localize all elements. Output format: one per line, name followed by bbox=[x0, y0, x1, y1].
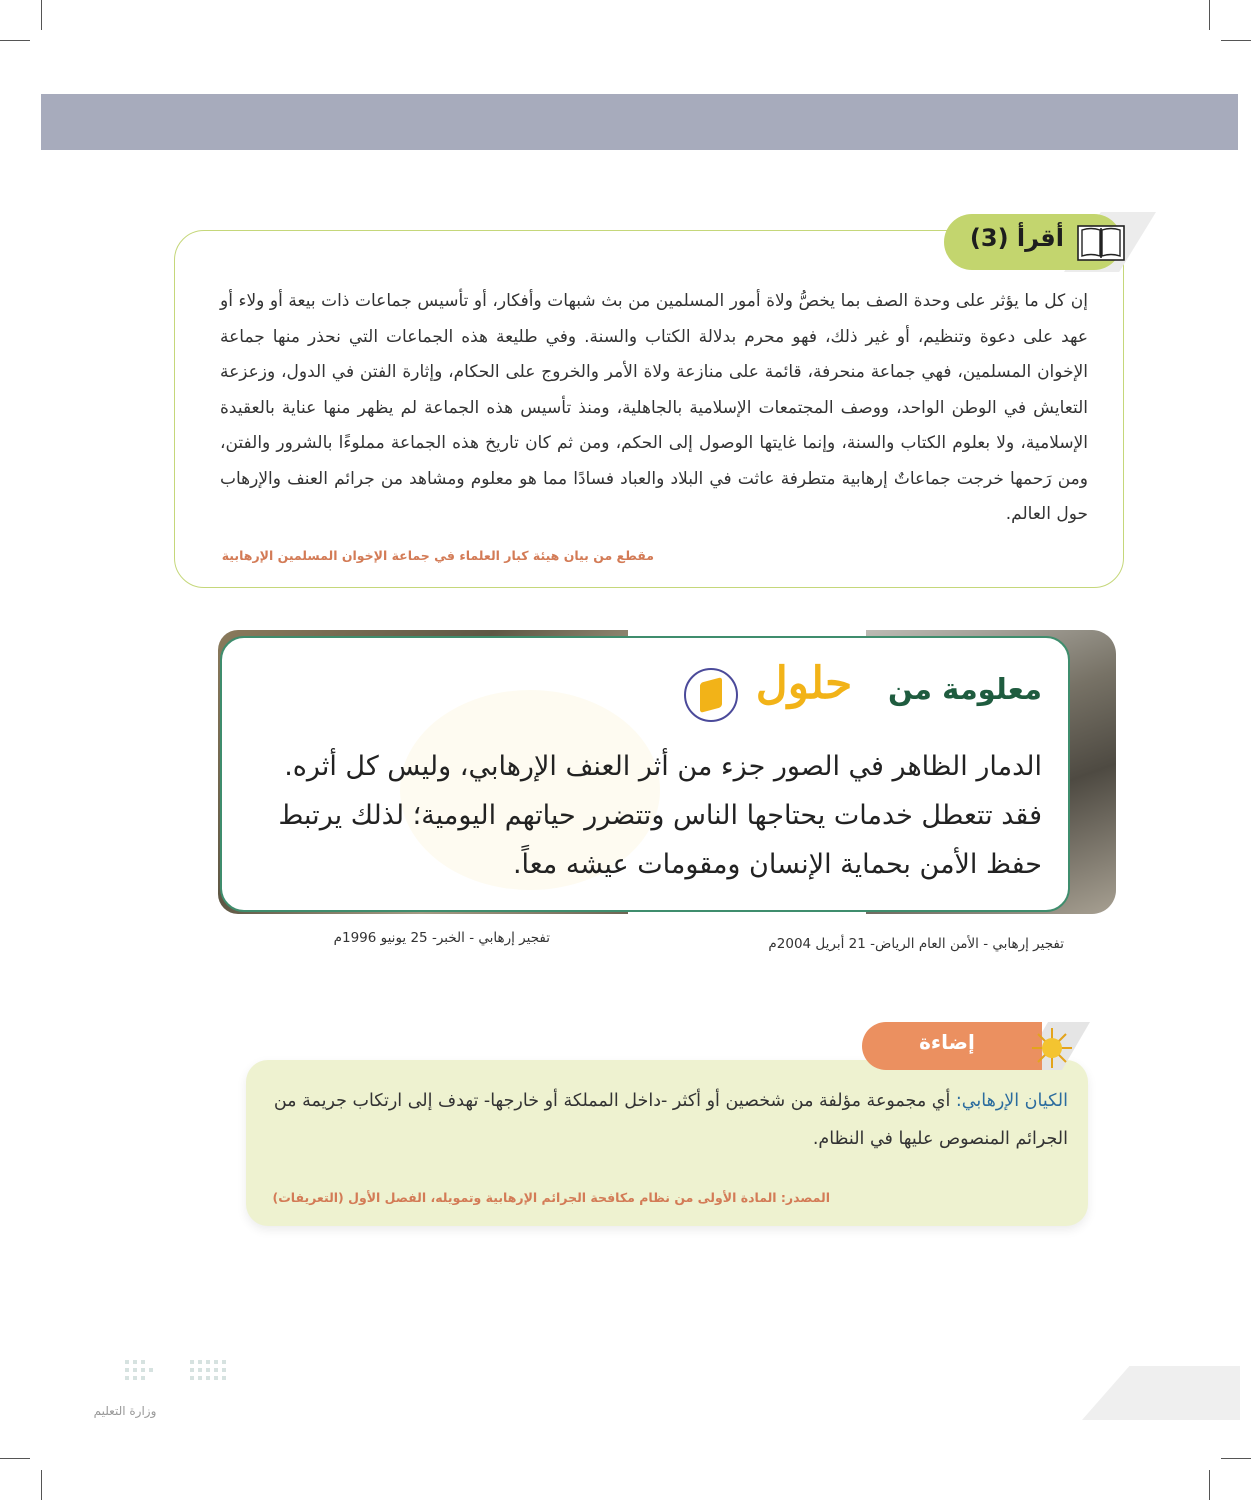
info-label: معلومة من bbox=[887, 672, 1042, 706]
hulul-wordmark: حلول bbox=[755, 658, 853, 709]
crop-mark bbox=[41, 0, 42, 30]
crop-mark bbox=[1221, 1458, 1251, 1459]
highlight-term: الكيان الإرهابي: bbox=[955, 1091, 1068, 1111]
ministry-logo-icon bbox=[70, 1356, 240, 1446]
caption-left: تفجير إرهابي - الخبر- 25 يونيو 1996م bbox=[333, 930, 550, 946]
highlight-title: إضاءة bbox=[919, 1030, 975, 1054]
page-number-stripe bbox=[1082, 1366, 1240, 1420]
crop-mark bbox=[1221, 40, 1251, 41]
info-text: الدمار الظاهر في الصور جزء من أثر العنف الإرهابي، وليس كل أثره. فقد تتعطل خدمات يحتاجها الناس وتتضرر حياتهم اليومية؛ لذلك يرتبط حفظ الأمن بحماية الإنسان ومقومات عيشه معاً. bbox=[278, 751, 1042, 880]
read-tab bbox=[944, 212, 1156, 272]
crop-mark bbox=[0, 1458, 30, 1459]
highlight-text bbox=[258, 1082, 1068, 1158]
read-source: مقطع من بيان هيئة كبار العلماء في جماعة الإخوان المسلمين الإرهابية bbox=[221, 548, 654, 563]
crop-mark bbox=[1209, 0, 1210, 30]
read-paragraph: إن كل ما يؤثر على وحدة الصف بما يخصُّ ولاة أمور المسلمين من بث شبهات وأفكار، أو تأسيس جماعات ذات بيعة أو ولاء أو عهد على دعوة وتنظيم، أو غير ذلك، فهو محرم بدلالة الكتاب والسنة. وفي طليعة هذه الجماعات التي نحذر منها جماعة الإخوان المسلمين، فهي جماعة منحرفة، قائمة على منازعة ولاة الأمر والخروج على الحكام، وإثارة الفتن في الدول، وزعزعة التعايش في الوطن الواحد، ووصف المجتمعات الإسلامية بالجاهلية، ومنذ تأسيس هذه الجماعة لم يظهر منها عناية بالعقيدة الإسلامية، ولا بعلوم الكتاب والسنة، وإنما غايتها الوصول إلى الحكم، ومن ثم كان تاريخ هذه الجماعة مملوءًا بالشرور والفتن، ومن رَحمها خرجت جماعاتٌ إرهابية متطرفة عاثت في البلاد والعباد فسادًا مما هو معلوم ومشاهد من جرائم العنف والإرهاب حول العالم. bbox=[220, 291, 1088, 524]
ministry-name: وزارة التعليم bbox=[93, 1404, 157, 1418]
highlight-definition: أي مجموعة مؤلفة من شخصين أو أكثر -داخل المملكة أو خارجها- تهدف إلى ارتكاب جريمة من الجرائم المنصوص عليها في النظام. bbox=[273, 1091, 1068, 1149]
sun-icon bbox=[1030, 1026, 1074, 1070]
highlight-source: المصدر: المادة الأولى من نظام مكافحة الجرائم الإرهابية وتمويله، الفصل الأول (التعريفات) bbox=[272, 1190, 830, 1205]
book-icon bbox=[1076, 222, 1126, 262]
crop-mark bbox=[0, 40, 30, 41]
hulul-logo bbox=[684, 656, 864, 726]
crop-mark bbox=[1209, 1470, 1210, 1500]
crop-mark bbox=[41, 1470, 42, 1500]
header-band bbox=[41, 94, 1238, 150]
read-title: أقرأ (3) bbox=[969, 224, 1064, 252]
caption-right: تفجير إرهابي - الأمن العام الرياض- 21 أبريل 2004م bbox=[768, 936, 1064, 952]
hulul-emblem-icon bbox=[684, 668, 738, 722]
highlight-tab bbox=[862, 1022, 1042, 1070]
